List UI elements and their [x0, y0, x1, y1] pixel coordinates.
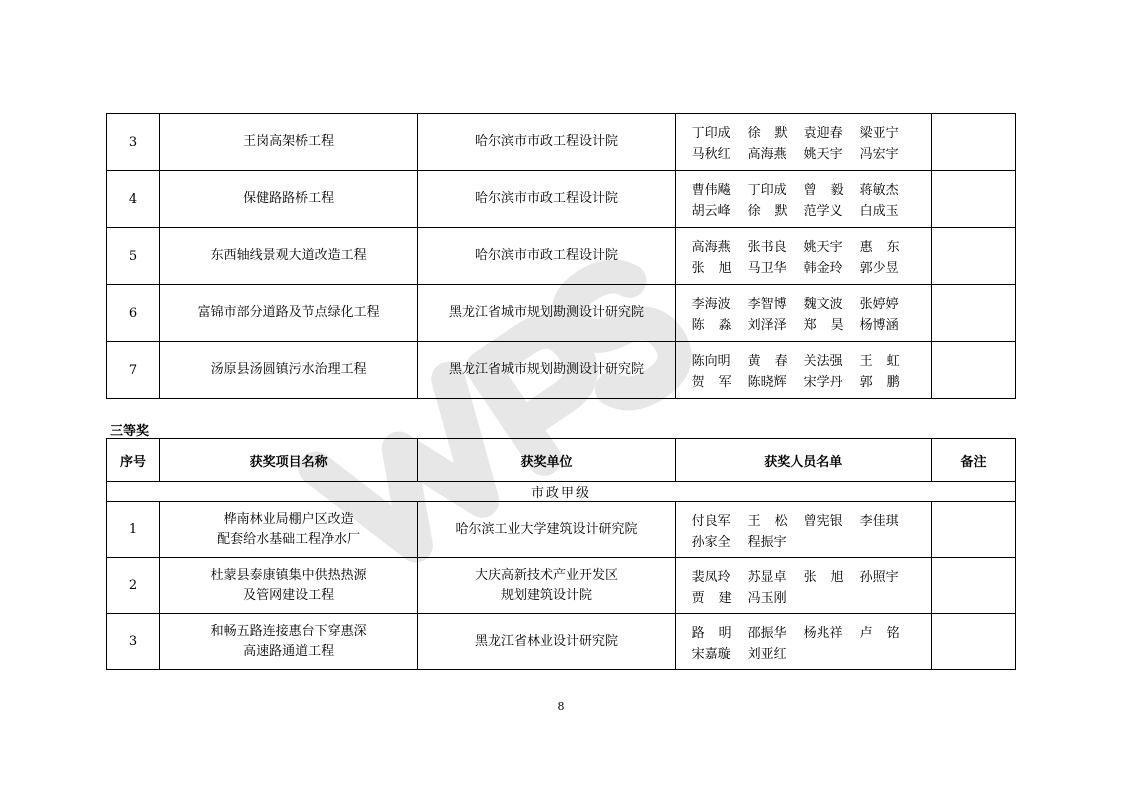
- person-name: 梁亚宁: [859, 126, 899, 141]
- cell-award-unit: [418, 285, 675, 342]
- person-name: 陈向明: [691, 354, 731, 369]
- person-name: 程振宇: [747, 534, 787, 550]
- person-name: [692, 371, 732, 390]
- name-char: 鹏: [886, 375, 900, 390]
- person-name: 马卫华: [747, 261, 787, 276]
- person-name: 张婷婷: [859, 297, 899, 312]
- person-name: 蒋敏杰: [859, 183, 899, 198]
- cell-no: 3: [107, 114, 160, 171]
- cell-project-name: [160, 285, 418, 342]
- person-name: [860, 622, 900, 641]
- name-char: 郭: [859, 375, 873, 390]
- people-line: [692, 621, 931, 642]
- cell-award-unit: [418, 558, 675, 614]
- cell-note: [931, 114, 1015, 171]
- cell-people-list: [675, 502, 931, 558]
- category-row: [107, 482, 1016, 502]
- cell-award-unit: [418, 114, 675, 171]
- name-char: 贾: [691, 590, 705, 606]
- project-name-line: 汤原县汤圆镇污水治理工程: [210, 362, 367, 377]
- name-char: 默: [774, 126, 788, 141]
- people-line: [692, 530, 931, 551]
- header-note: 备注: [931, 439, 1015, 482]
- cell-note: [931, 171, 1015, 228]
- award-unit-line: 黑龙江省林业设计研究院: [474, 633, 618, 649]
- person-name: 白成玉: [859, 204, 899, 219]
- person-name: [692, 587, 732, 606]
- people-line: [692, 349, 931, 370]
- person-name: 姚天宇: [803, 240, 843, 255]
- cell-no: 5: [107, 228, 160, 285]
- name-char: 明: [718, 625, 732, 641]
- cell-people-list: [675, 114, 931, 171]
- person-name: 冯玉刚: [747, 590, 787, 606]
- header-project: 获奖项目名称: [160, 439, 418, 482]
- people-line: [692, 565, 931, 586]
- project-name-line: 杜蒙县泰康镇集中供热热源: [210, 567, 367, 583]
- person-name: [860, 371, 900, 390]
- cell-note: [931, 614, 1015, 670]
- name-char: 路: [691, 625, 705, 641]
- people-line: [692, 292, 931, 313]
- cell-note: [931, 502, 1015, 558]
- cell-people-list: [675, 228, 931, 285]
- people-line: [692, 586, 931, 607]
- name-char: 淼: [718, 318, 732, 333]
- cell-no: 1: [107, 502, 160, 558]
- project-name-line: 及管网建设工程: [243, 587, 335, 603]
- cell-project-name: [160, 342, 418, 399]
- award-unit-line: 哈尔滨市市政工程设计院: [474, 134, 618, 149]
- name-char: 松: [774, 513, 788, 529]
- category-label: 市政甲级: [107, 482, 1016, 502]
- person-name: [692, 257, 732, 276]
- name-char: 铭: [886, 625, 900, 641]
- cell-note: [931, 558, 1015, 614]
- name-char: 军: [718, 375, 732, 390]
- name-char: 旭: [718, 261, 732, 276]
- person-name: 李海波: [691, 297, 731, 312]
- cell-note: [931, 228, 1015, 285]
- table-row: [107, 342, 1016, 399]
- person-name: 杨博涵: [859, 318, 899, 333]
- person-name: 胡云峰: [691, 204, 731, 219]
- person-name: [748, 200, 788, 219]
- header-unit: 获奖单位: [418, 439, 675, 482]
- person-name: 苏显卓: [747, 569, 787, 585]
- award-table-third-prize: [106, 438, 1016, 670]
- person-name: 邵振华: [747, 625, 787, 641]
- cell-project-name: [160, 614, 418, 670]
- table-row: [107, 502, 1016, 558]
- project-name-line: 高速路通道工程: [243, 643, 335, 659]
- name-char: 王: [859, 354, 873, 369]
- person-name: 杨兆祥: [803, 625, 843, 641]
- cell-no: 6: [107, 285, 160, 342]
- table-row: [107, 171, 1016, 228]
- person-name: 孙家全: [691, 534, 731, 550]
- name-char: 张: [803, 569, 817, 585]
- person-name: 李智博: [747, 297, 787, 312]
- person-name: 曾宪银: [803, 513, 843, 529]
- person-name: [692, 622, 732, 641]
- name-char: 徐: [747, 204, 761, 219]
- person-name: 刘亚红: [747, 646, 787, 662]
- person-name: [804, 179, 844, 198]
- table-row: [107, 285, 1016, 342]
- award-unit-line: 哈尔滨工业大学建筑设计研究院: [455, 521, 638, 537]
- project-name-line: 和畅五路连接惠台下穿惠深: [210, 623, 367, 639]
- cell-project-name: [160, 502, 418, 558]
- award-table-continued: [106, 113, 1016, 399]
- cell-award-unit: [418, 171, 675, 228]
- person-name: 陈晓辉: [747, 375, 787, 390]
- project-name-line: 富锦市部分道路及节点绿化工程: [197, 305, 380, 320]
- person-name: [804, 314, 844, 333]
- name-char: 建: [718, 590, 732, 606]
- cell-people-list: [675, 285, 931, 342]
- person-name: [748, 350, 788, 369]
- person-name: 魏文波: [803, 297, 843, 312]
- project-name-line: 桦南林业局棚户区改造: [223, 511, 354, 527]
- name-char: 虹: [886, 354, 900, 369]
- person-name: 付良军: [691, 513, 731, 529]
- award-unit-line: 哈尔滨市市政工程设计院: [474, 248, 618, 263]
- project-name-line: 保健路路桥工程: [243, 191, 335, 206]
- name-char: 旭: [830, 569, 844, 585]
- person-name: 高海燕: [691, 240, 731, 255]
- person-name: 郭少昱: [859, 261, 899, 276]
- person-name: 孙照宇: [859, 569, 899, 585]
- cell-project-name: [160, 228, 418, 285]
- people-line: [692, 370, 931, 391]
- person-name: 高海燕: [747, 147, 787, 162]
- name-char: 王: [747, 513, 761, 529]
- person-name: [748, 510, 788, 529]
- name-char: 曾: [803, 183, 817, 198]
- person-name: 姚天宇: [803, 147, 843, 162]
- cell-award-unit: [418, 502, 675, 558]
- name-char: 东: [886, 240, 900, 255]
- cell-no: 4: [107, 171, 160, 228]
- cell-project-name: [160, 171, 418, 228]
- person-name: 裴凤玲: [691, 569, 731, 585]
- cell-people-list: [675, 558, 931, 614]
- name-char: 春: [774, 354, 788, 369]
- page-number: 8: [557, 700, 565, 713]
- person-name: 马秋红: [691, 147, 731, 162]
- name-char: 毅: [830, 183, 844, 198]
- cell-project-name: [160, 558, 418, 614]
- cell-award-unit: [418, 614, 675, 670]
- cell-people-list: [675, 171, 931, 228]
- name-char: 陈: [691, 318, 705, 333]
- people-line: [692, 199, 931, 220]
- people-line: [692, 235, 931, 256]
- people-line: [692, 256, 931, 277]
- person-name: [748, 122, 788, 141]
- cell-no: 7: [107, 342, 160, 399]
- award-unit-line: 规划建筑设计院: [500, 587, 592, 603]
- table-row: [107, 228, 1016, 285]
- table-header-row: [107, 439, 1016, 482]
- header-people: 获奖人员名单: [675, 439, 931, 482]
- person-name: 范学义: [803, 204, 843, 219]
- people-line: [692, 642, 931, 663]
- table-row: [107, 614, 1016, 670]
- header-no: 序号: [107, 439, 160, 482]
- cell-no: 2: [107, 558, 160, 614]
- award-unit-line: 黑龙江省城市规划勘测设计研究院: [448, 305, 644, 320]
- person-name: 冯宏宇: [859, 147, 899, 162]
- cell-no: 3: [107, 614, 160, 670]
- name-char: 昊: [830, 318, 844, 333]
- person-name: [692, 314, 732, 333]
- person-name: 宋嘉璇: [691, 646, 731, 662]
- cell-people-list: [675, 614, 931, 670]
- project-name-line: 东西轴线景观大道改造工程: [210, 248, 367, 263]
- person-name: 关法强: [803, 354, 843, 369]
- project-name-line: 王岗高架桥工程: [243, 134, 335, 149]
- person-name: 丁印成: [691, 126, 731, 141]
- people-line: [692, 313, 931, 334]
- person-name: 韩金玲: [803, 261, 843, 276]
- person-name: 刘泽泽: [747, 318, 787, 333]
- name-char: 卢: [859, 625, 873, 641]
- cell-project-name: [160, 114, 418, 171]
- person-name: [804, 566, 844, 585]
- people-line: [692, 121, 931, 142]
- name-char: 贺: [691, 375, 705, 390]
- person-name: 宋学丹: [803, 375, 843, 390]
- award-unit-line: 黑龙江省城市规划勘测设计研究院: [448, 362, 644, 377]
- section-title-third-prize: 三等奖: [110, 424, 150, 439]
- people-line: [692, 178, 931, 199]
- award-unit-line: 哈尔滨市市政工程设计院: [474, 191, 618, 206]
- cell-award-unit: [418, 342, 675, 399]
- name-char: 黄: [747, 354, 761, 369]
- person-name: 丁印成: [747, 183, 787, 198]
- cell-award-unit: [418, 228, 675, 285]
- name-char: 徐: [747, 126, 761, 141]
- person-name: 曹伟飚: [691, 183, 731, 198]
- name-char: 默: [774, 204, 788, 219]
- award-unit-line: 大庆高新技术产业开发区: [474, 567, 618, 583]
- table-row: [107, 114, 1016, 171]
- cell-note: [931, 285, 1015, 342]
- cell-note: [931, 342, 1015, 399]
- person-name: 李佳琪: [859, 513, 899, 529]
- people-line: [692, 142, 931, 163]
- table-row: [107, 558, 1016, 614]
- people-line: [692, 509, 931, 530]
- person-name: 袁迎春: [803, 126, 843, 141]
- name-char: 惠: [859, 240, 873, 255]
- cell-people-list: [675, 342, 931, 399]
- person-name: [860, 236, 900, 255]
- name-char: 张: [691, 261, 705, 276]
- project-name-line: 配套给水基础工程净水厂: [217, 531, 361, 547]
- name-char: 郑: [803, 318, 817, 333]
- person-name: [860, 350, 900, 369]
- person-name: 张书良: [747, 240, 787, 255]
